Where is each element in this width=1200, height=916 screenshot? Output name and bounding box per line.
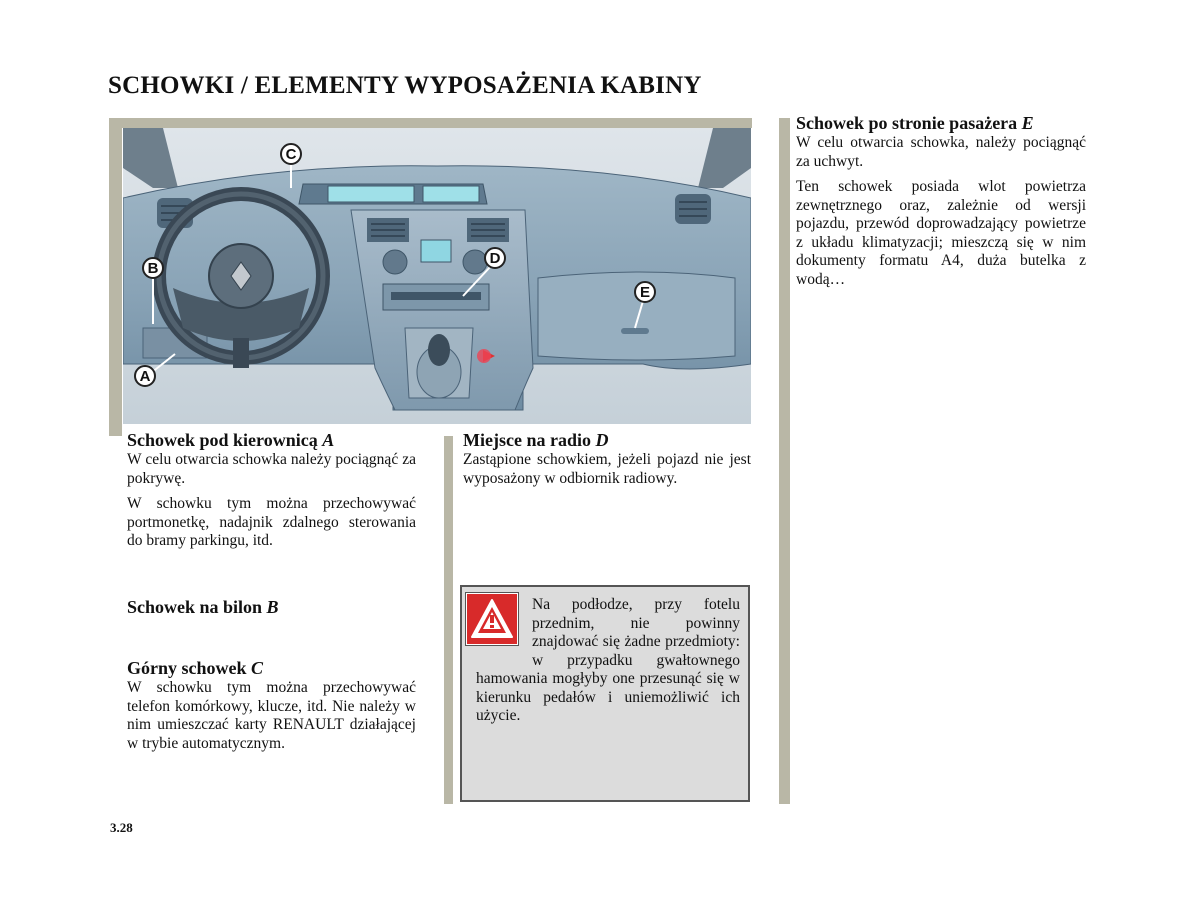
- callout-c: C: [285, 146, 297, 163]
- section-d-heading: Miejsce na radio D: [463, 430, 609, 450]
- page-title: SCHOWKI / ELEMENTY WYPOSAŻENIA KABINY: [108, 72, 702, 99]
- section-e: [796, 113, 1086, 289]
- section-b-heading: Schowek na bilon B: [127, 597, 279, 617]
- section-d: [463, 430, 751, 488]
- section-c-paragraph: W schowku tym można przechowywać telefon komórkowy, klucze, itd. Nie należy w nim umieszczać karty RENAULT działającej w trybie automatycznym.: [127, 679, 416, 752]
- callout-a: A: [139, 368, 151, 385]
- section-a-heading: Schowek pod kierownicą A: [127, 430, 335, 450]
- section-a-paragraph: W celu otwarcia schowka należy pociągnąć za pokrywę.: [127, 451, 416, 487]
- section-e-paragraph: Ten schowek posiada wlot powietrza zewnętrznego oraz, zależnie od wersji pojazdu, przewód doprowadzający powietrze z układu klimatyzacji; mieszczą się w nim dokumenty formatu A4, duża butelka z wodą…: [796, 178, 1086, 288]
- section-e-paragraph: W celu otwarcia schowka, należy pociągnąć za uchwyt.: [796, 134, 1086, 170]
- section-c: [127, 658, 416, 753]
- section-e-heading: Schowek po stronie pasażera E: [796, 113, 1034, 133]
- right-column-bar: [779, 118, 790, 804]
- section-a-paragraph: W schowku tym można przechowywać portmonetkę, nadajnik zdalnego sterowania do bramy parkingu, itd.: [127, 495, 416, 549]
- middle-column-bar: [444, 436, 453, 804]
- section-b: [127, 597, 416, 618]
- callout-e: E: [639, 284, 651, 301]
- warning-text-container: [476, 596, 740, 726]
- callout-d: D: [489, 250, 501, 267]
- section-c-heading: Górny schowek C: [127, 658, 264, 678]
- callout-b: B: [147, 260, 159, 277]
- page-number: 3.28: [110, 820, 133, 835]
- left-column-bar: [109, 118, 122, 436]
- warning-text: Na podłodze, przy fotelu przednim, nie powinny znajdować się żadne przedmioty: w przypadku gwałtownego hamowania mogłyby one przesunąć się w kierunku pedałów i uniemożliwić ich użycie.: [476, 596, 740, 724]
- section-a: [127, 430, 416, 551]
- dashboard-drawing: [123, 128, 751, 424]
- dashboard-illustration: [123, 128, 751, 424]
- section-d-paragraph: Zastąpione schowkiem, jeżeli pojazd nie jest wyposażony w odbiornik radiowy.: [463, 451, 751, 487]
- top-figure-bar: [109, 118, 752, 128]
